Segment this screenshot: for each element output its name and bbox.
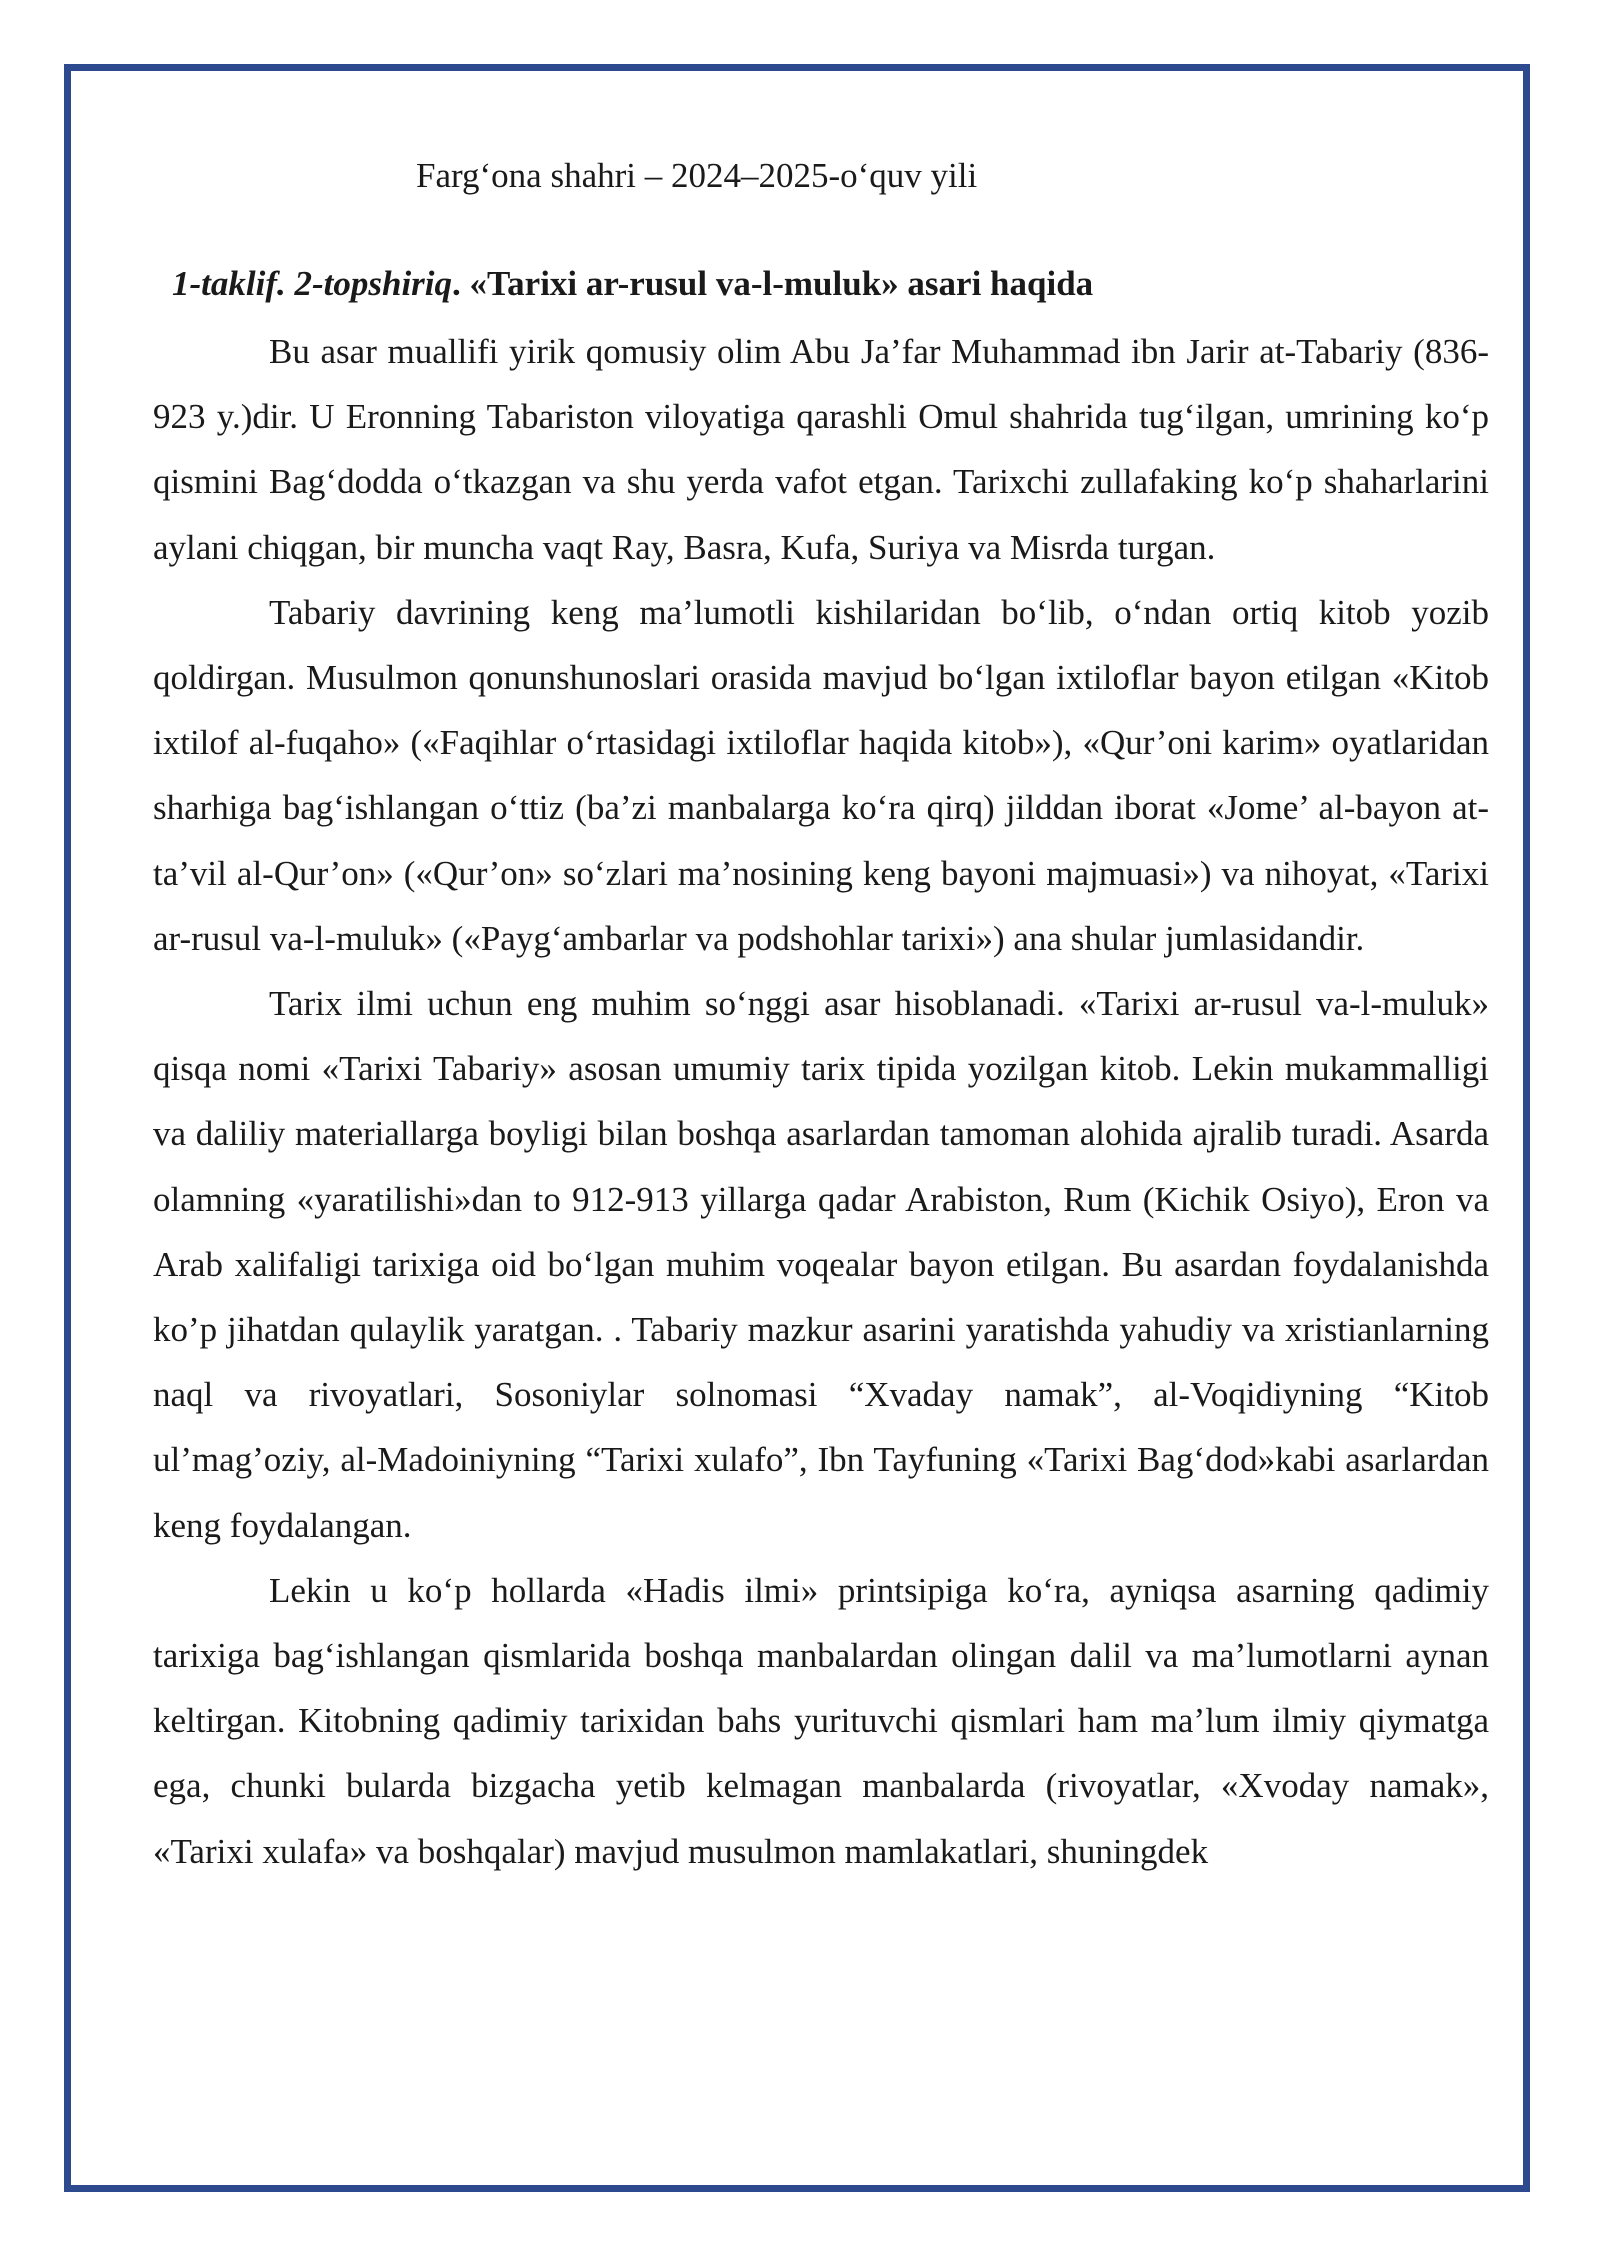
paragraph-4: Lekin u ko‘p hollarda «Hadis ilmi» printsipiga ko‘ra, ayniqsa asarning qadimiy tarixiga bag‘ishlangan qismlarida boshqa manbalardan olingan dalil va ma’lumotlarni aynan keltirgan. Kitobning qadimiy tarixidan bahs yurituvchi qismlari ham ma’lum ilmiy qiymatga ega, chunki bularda bizgacha yetib kelmagan manbalarda (rivoyatlar, «Xvoday namak», «Tarixi xulafa» va boshqalar) mavjud musulmon mamlakatlari, shuningdek xyxy=(153,1570,1489,1871)
assignment-label: 1-taklif. 2-topshiriq xyxy=(172,264,453,303)
section-title xyxy=(172,258,1093,310)
paragraph-3: Tarix ilmi uchun eng muhim so‘nggi asar hisoblanadi. «Tarixi ar-rusul va-l-muluk» qisqa nomi «Tarixi Tabariy» asosan umumiy tarix tipida yozilgan kitob. Lekin mukammalligi va daliliy materiallarga boyligi bilan boshqa asarlardan tamoman alohida ajralib turadi. Asarda olamning «yaratilishi»dan to 912-913 yillarga qadar Arabiston, Rum (Kichik Osiyo), Eron va Arab xalifaligi tarixiga oid bo‘lgan muhim voqealar bayon etilgan. Bu asardan foydalanishda ko’p jihatdan qulaylik yaratgan. . Tabariy mazkur asarini yaratishda yahudiy va xristianlarning naql va rivoyatlari, Sosoniylar solnomasi “Xvaday namak”, al-Voqidiyning “Kitob ul’mag’oziy, al-Madoiniyning “Tarixi xulafo”, Ibn Tayfuning «Tarixi Bag‘dod»kabi asarlardan keng foydalangan. xyxy=(153,984,1489,1545)
page-header: Farg‘ona shahri – 2024–2025-o‘quv yili xyxy=(416,156,978,195)
body-text xyxy=(153,319,1489,1884)
paragraph-2: Tabariy davrining keng ma’lumotli kishilaridan bo‘lib, o‘ndan ortiq kitob yozib qoldirgan. Musulmon qonunshunoslari orasida mavjud bo‘lgan ixtiloflar bayon etilgan «Kitob ixtilof al-fuqaho» («Faqihlar o‘rtasidagi ixtiloflar haqida kitob»), «Qur’oni karim» oyatlaridan sharhiga bag‘ishlangan o‘ttiz (ba’zi manbalarga ko‘ra qirq) jilddan iborat «Jome’ al-bayon at-ta’vil al-Qur’on» («Qur’on» so‘zlari ma’nosining keng bayoni majmuasi») va nihoyat, «Tarixi ar-rusul va-l-muluk» («Payg‘ambarlar va podshohlar tarixi») ana shular jumlasidandir. xyxy=(153,592,1489,958)
paragraph-1: Bu asar muallifi yirik qomusiy olim Abu Ja’far Muhammad ibn Jarir at-Tabariy (836-923 y.)dir. U Eronning Tabariston viloyatiga qarashli Omul shahrida tug‘ilgan, umrining ko‘p qismini Bag‘dodda o‘tkazgan va shu yerda vafot etgan. Tarixchi zullafaking ko‘p shaharlarini aylani chiqgan, bir muncha vaqt Ray, Basra, Kufa, Suriya va Misrda turgan. xyxy=(153,332,1489,567)
title-text: . «Tarixi ar-rusul va-l-muluk» asari haqida xyxy=(452,264,1094,303)
